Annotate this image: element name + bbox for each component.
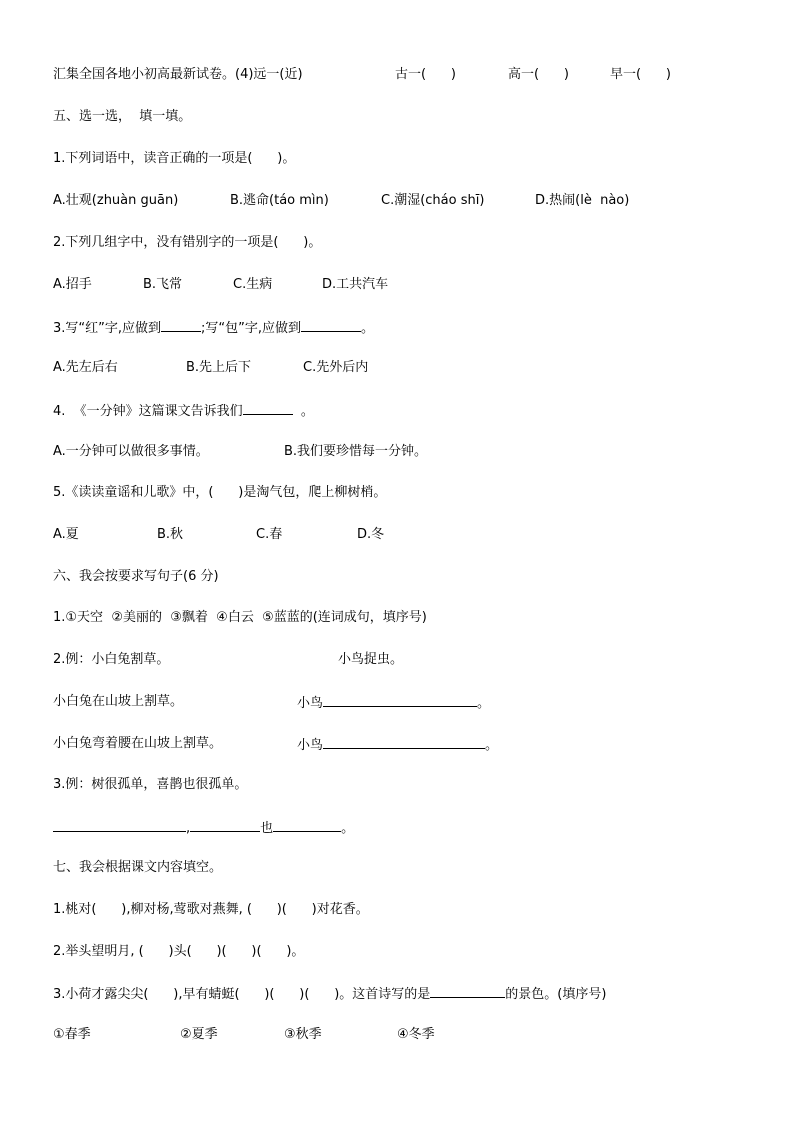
line1-item-gu: 古一( ): [395, 67, 456, 82]
line1-item-zao: 早一( ): [610, 67, 671, 82]
sec6-row1-example: 小白兔在山坡上割草。: [53, 694, 184, 709]
sec5-q3-option-c: C.先外后内: [303, 360, 369, 375]
line1-item-gao: 高一( ): [508, 67, 569, 82]
sec7-q3-option-1: ①春季: [53, 1027, 91, 1042]
line1-lead: 汇集全国各地小初高最新试卷。(4)远一(近): [53, 67, 303, 82]
section5-title: 五、选一选， 填一填。: [53, 109, 192, 124]
section7-title: 七、我会根据课文内容填空。: [53, 860, 223, 875]
sec6-q3-answer-line: [53, 819, 354, 837]
answer-blank[interactable]: [430, 985, 505, 998]
sec7-question-2: 2.举头望明月, ( )头( )( )( )。: [53, 944, 305, 959]
sec5-q5-option-c: C.春: [256, 527, 283, 542]
sec5-q1-option-a: A.壮观(zhuàn guān): [53, 193, 179, 208]
answer-blank[interactable]: [323, 694, 477, 707]
q4-part-b: 。: [292, 404, 314, 419]
sec5-q5-option-d: D.冬: [357, 527, 385, 542]
q3-ye: 也: [260, 821, 274, 836]
q3-part-a: 3.写“红”字,应做到: [53, 321, 162, 336]
sec5-q1-option-d: D.热闹(lè nào): [535, 193, 630, 208]
sec5-question-1: 1.下列词语中，读音正确的一项是( )。: [53, 151, 296, 166]
sec5-q4-option-a: A.一分钟可以做很多事情。: [53, 444, 209, 459]
sec5-q5-option-a: A.夏: [53, 527, 79, 542]
sec5-q2-option-c: C.生病: [233, 277, 273, 292]
sec5-q2-option-b: B.飞常: [143, 277, 183, 292]
sec7-q3-option-2: ②夏季: [180, 1027, 218, 1042]
sec6-row2-example: 小白兔弯着腰在山坡上割草。: [53, 736, 223, 751]
answer-blank[interactable]: [190, 819, 260, 832]
sec5-q3-option-b: B.先上后下: [186, 360, 252, 375]
answer-blank[interactable]: [161, 319, 201, 332]
q3-part-c: 。: [361, 321, 375, 336]
answer-blank[interactable]: [273, 819, 341, 832]
sec6-row1-answer: [297, 694, 490, 712]
answer-blank[interactable]: [53, 819, 186, 832]
q3-end: 。: [341, 821, 355, 836]
sec7-question-1: 1.桃对( ),柳对杨,莺歌对燕舞, ( )( )对花香。: [53, 902, 369, 917]
sec7-q3-option-4: ④冬季: [397, 1027, 435, 1042]
sec5-question-3: [53, 319, 374, 337]
row1-subject: 小鸟: [297, 696, 324, 711]
sec5-q4-option-b: B.我们要珍惜每一分钟。: [284, 444, 428, 459]
sec5-question-5: 5.《读读童谣和儿歌》中，( )是淘气包，爬上柳树梢。: [53, 485, 387, 500]
sec5-q2-option-d: D.工共汽车: [322, 277, 389, 292]
sec5-q1-option-c: C.潮湿(cháo shī): [381, 193, 485, 208]
answer-blank[interactable]: [243, 402, 293, 415]
sec7-question-3: [53, 985, 606, 1003]
row1-end: 。: [477, 696, 491, 711]
sec5-q5-option-b: B.秋: [157, 527, 184, 542]
sec6-question-3: 3.例：树很孤单，喜鹊也很孤单。: [53, 777, 248, 792]
row2-subject: 小鸟: [297, 738, 324, 753]
sec6-question-2-prompt: 小鸟捉虫。: [338, 652, 404, 667]
q3-part-a: 3.小荷才露尖尖( ),早有蜻蜓( )( )( )。这首诗写的是: [53, 987, 431, 1002]
q3-comma: ,: [186, 821, 191, 836]
sec6-question-1: 1.①天空 ②美丽的 ③飘着 ④白云 ⑤蓝蓝的(连词成句，填序号): [53, 610, 427, 625]
sec6-row2-answer: [297, 736, 498, 754]
q3-part-b: 的景色。(填序号): [505, 987, 607, 1002]
answer-blank[interactable]: [323, 736, 485, 749]
sec5-question-4: [53, 402, 314, 420]
sec7-q3-option-3: ③秋季: [284, 1027, 322, 1042]
row2-end: 。: [485, 738, 499, 753]
sec5-q3-option-a: A.先左后右: [53, 360, 118, 375]
sec6-question-2-example: 2.例：小白兔割草。: [53, 652, 170, 667]
q4-part-a: 4. 《一分钟》这篇课文告诉我们: [53, 404, 243, 419]
section6-title: 六、我会按要求写句子(6 分): [53, 569, 219, 584]
sec5-q1-option-b: B.逃命(táo mìn): [230, 193, 329, 208]
q3-part-b: ;写“包”字,应做到: [201, 321, 301, 336]
sec5-q2-option-a: A.招手: [53, 277, 92, 292]
sec5-question-2: 2.下列几组字中，没有错别字的一项是( )。: [53, 235, 322, 250]
answer-blank[interactable]: [301, 319, 361, 332]
